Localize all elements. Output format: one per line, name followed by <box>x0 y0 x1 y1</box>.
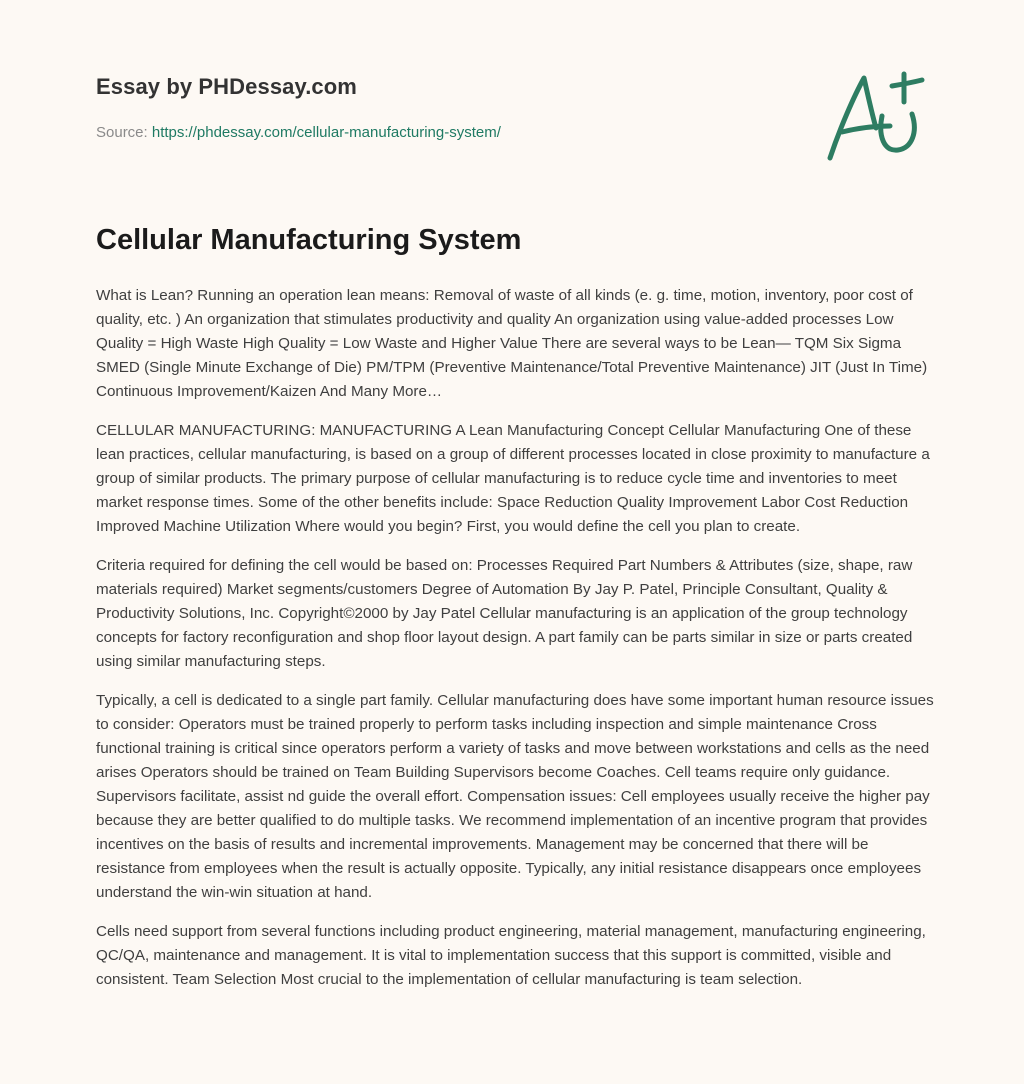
source-line <box>96 124 796 141</box>
article-body <box>96 284 934 1007</box>
page-header <box>96 74 796 141</box>
paragraph: CELLULAR MANUFACTURING: MANUFACTURING A Lean Manufacturing Concept Cellular Manufacturing One of these lean practices, cellular manufacturing, is based on a group of different processes located in close proximity to manufacture a group of similar products. The primary purpose of cellular manufacturing is to reduce cycle time and inventories to meet market response times. Some of the other benefits include: Space Reduction Quality Improvement Labor Cost Reduction Improved Machine Utilization Where would you begin? First, you would define the cell you plan to create. <box>96 422 930 535</box>
paragraph: Cells need support from several functions including product engineering, material management, manufacturing engineering, QC/QA, maintenance and management. It is vital to implementation success that this support is committed, visible and consistent. Team Selection Most crucial to the implementation of cellular manufacturing is team selection. <box>96 923 926 988</box>
paragraph: Criteria required for defining the cell would be based on: Processes Required Part Numbers & Attributes (size, shape, raw materials required) Market segments/customers Degree of Automation By Jay P. Patel, Principle Consultant, Quality & Productivity Solutions, Inc. Copyright©2000 by Jay Patel Cellular manufacturing is an application of the group technology concepts for factory reconfiguration and shop floor layout design. A part family can be parts similar in size or parts created using similar manufacturing steps. <box>96 557 913 670</box>
source-label: Source: <box>96 124 148 141</box>
source-link[interactable]: https://phdessay.com/cellular-manufacturing-system/ <box>151 124 501 141</box>
site-brand: Essay by PHDessay.com <box>96 74 357 99</box>
paragraph: Typically, a cell is dedicated to a single part family. Cellular manufacturing does have some important human resource issues to consider: Operators must be trained properly to perform tasks including inspection and simple maintenance Cross functional training is critical since operators perform a variety of tasks and move between workstations and cells as the need arises Operators should be trained on Team Building Supervisors become Coaches. Cell teams require only guidance. Supervisors facilitate, assist nd guide the overall effort. Compensation issues: Cell employees usually receive the higher pay because they are better qualified to do multiple tasks. We recommend implementation of an incentive program that provides incentives on the basis of results and incremental improvements. Management may be concerned that there will be resistance from employees when the result is actually opposite. Typically, any initial resistance disappears once employees understand the win-win situation at hand. <box>96 692 934 901</box>
article-title: Cellular Manufacturing System <box>96 224 522 256</box>
a-plus-grade-icon <box>818 66 930 166</box>
paragraph: What is Lean? Running an operation lean means: Removal of waste of all kinds (e. g. time, motion, inventory, poor cost of quality, etc. ) An organization that stimulates productivity and quality An organization using value-added processes Low Quality = High Waste High Quality = Low Waste and Higher Value There are several ways to be Lean— TQM Six Sigma SMED (Single Minute Exchange of Die) PM/TPM (Preventive Maintenance/Total Preventive Maintenance) JIT (Just In Time) Continuous Improvement/Kaizen And Many More… <box>96 287 928 400</box>
